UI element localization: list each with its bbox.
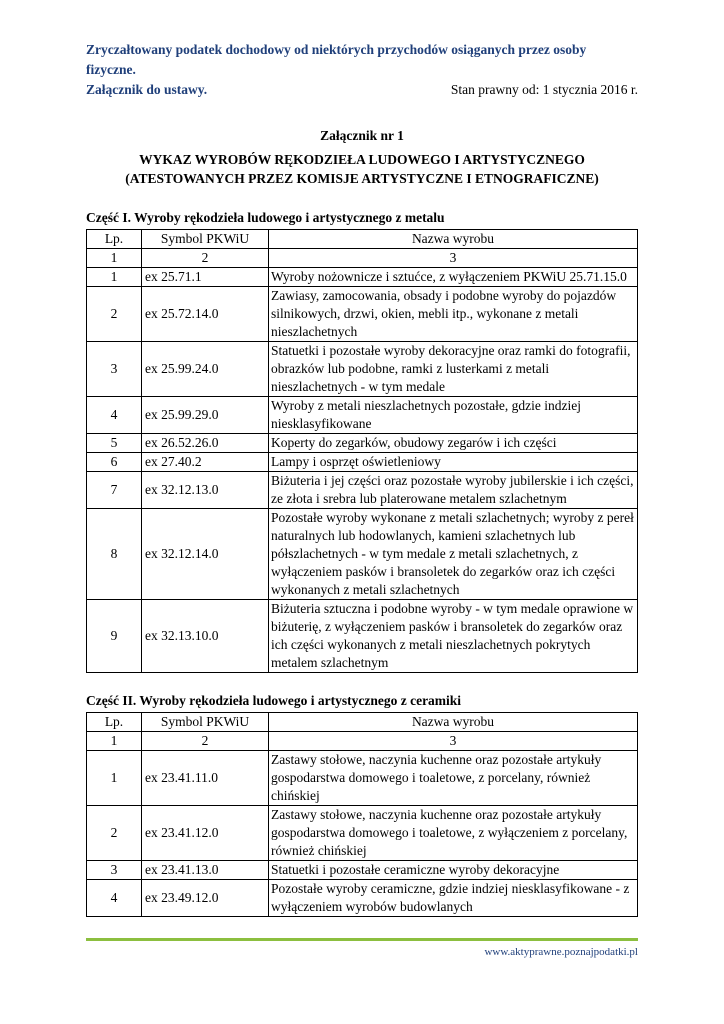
- table-row: [87, 600, 638, 673]
- row-symbol: ex 25.72.14.0: [142, 287, 269, 342]
- row-symbol: ex 27.40.2: [142, 453, 269, 472]
- table-row: [87, 434, 638, 453]
- row-lp: 1: [87, 751, 142, 806]
- table-row: [87, 287, 638, 342]
- part2-table: [86, 712, 638, 917]
- row-symbol: ex 23.49.12.0: [142, 880, 269, 917]
- row-lp: 4: [87, 880, 142, 917]
- row-name: Pozostałe wyroby ceramiczne, gdzie indziej niesklasyfikowane - z wyłączeniem wyrobów budowlanych: [269, 880, 638, 917]
- table-row: [87, 861, 638, 880]
- list-subtitle: (ATESTOWANYCH PRZEZ KOMISJE ARTYSTYCZNE I ETNOGRAFICZNE): [125, 171, 599, 186]
- table-row: [87, 397, 638, 434]
- row-lp: 1: [87, 268, 142, 287]
- row-symbol: ex 23.41.13.0: [142, 861, 269, 880]
- header-symbol: Symbol PKWiU: [142, 230, 269, 249]
- row-symbol: ex 25.71.1: [142, 268, 269, 287]
- header-title: Zryczałtowany podatek dochodowy od niektórych przychodów osiąganych przez osoby fizyczne.: [86, 42, 587, 77]
- table-row: [87, 509, 638, 600]
- table-row: [87, 880, 638, 917]
- table-row: [87, 751, 638, 806]
- row-lp: 9: [87, 600, 142, 673]
- annex-titles: [86, 126, 638, 188]
- row-lp: 3: [87, 342, 142, 397]
- row-symbol: ex 32.12.13.0: [142, 472, 269, 509]
- row-lp: 2: [87, 287, 142, 342]
- row-name: Zastawy stołowe, naczynia kuchenne oraz pozostałe artykuły gospodarstwa domowego i toaletowe, z porcelany, również chińskiej: [269, 751, 638, 806]
- row-name: Wyroby z metali nieszlachetnych pozostałe, gdzie indziej niesklasyfikowane: [269, 397, 638, 434]
- row-name: Biżuteria i jej części oraz pozostałe wyroby jubilerskie i ich części, ze złota i srebra lub platerowane metalem szlachetnym: [269, 472, 638, 509]
- header-symbol: Symbol PKWiU: [142, 713, 269, 732]
- row-name: Biżuteria sztuczna i podobne wyroby - w tym medale oprawione w biżuterię, z wyłączeniem pasków i bransoletek do zegarków oraz ich części wykonanych z metali nieszlachetnych pokrytych metalem szlachetnym: [269, 600, 638, 673]
- footer-divider: [86, 938, 638, 941]
- row-lp: 2: [87, 806, 142, 861]
- row-name: Statuetki i pozostałe wyroby dekoracyjne oraz ramki do fotografii, obrazków lub podobne, ramki z lusterkami z metali nieszlachetnych - w tym medale: [269, 342, 638, 397]
- row-symbol: ex 32.13.10.0: [142, 600, 269, 673]
- row-lp: 8: [87, 509, 142, 600]
- column-number-3: 3: [269, 732, 638, 751]
- header-name: Nazwa wyrobu: [269, 713, 638, 732]
- column-number-3: 3: [269, 249, 638, 268]
- table-header-row: [87, 713, 638, 732]
- row-symbol: ex 25.99.24.0: [142, 342, 269, 397]
- row-symbol: ex 26.52.26.0: [142, 434, 269, 453]
- row-lp: 7: [87, 472, 142, 509]
- part2-title: Część II. Wyroby rękodzieła ludowego i artystycznego z ceramiki: [86, 693, 462, 708]
- table-row: [87, 342, 638, 397]
- document-header: [86, 40, 638, 100]
- header-name: Nazwa wyrobu: [269, 230, 638, 249]
- table-row: [87, 806, 638, 861]
- row-name: Pozostałe wyroby wykonane z metali szlachetnych; wyroby z pereł naturalnych lub hodowlanych, kamieni szlachetnych lub półszlachetnych - w tym medale z metali szlachetnych, z wyłączeniem pasków i bransoletek do zegarków oraz ich części wykonanych z metali szlachetnych: [269, 509, 638, 600]
- part1-table: [86, 229, 638, 673]
- row-name: Statuetki i pozostałe ceramiczne wyroby dekoracyjne: [269, 861, 638, 880]
- column-number-2: 2: [142, 732, 269, 751]
- list-title: WYKAZ WYROBÓW RĘKODZIEŁA LUDOWEGO I ARTYSTYCZNEGO: [139, 152, 585, 167]
- row-name: Zawiasy, zamocowania, obsady i podobne wyroby do pojazdów silnikowych, drzwi, okien, mebli itp., wykonane z metali nieszlachetnych: [269, 287, 638, 342]
- row-name: Wyroby nożownicze i sztućce, z wyłączeniem PKWiU 25.71.15.0: [269, 268, 638, 287]
- row-symbol: ex 32.12.14.0: [142, 509, 269, 600]
- header-lp: Lp.: [87, 713, 142, 732]
- row-symbol: ex 25.99.29.0: [142, 397, 269, 434]
- footer-url: www.aktyprawne.poznajpodatki.pl: [484, 946, 638, 958]
- row-lp: 5: [87, 434, 142, 453]
- column-number-1: 1: [87, 732, 142, 751]
- row-name: Koperty do zegarków, obudowy zegarów i ich części: [269, 434, 638, 453]
- row-name: Lampy i osprzęt oświetleniowy: [269, 453, 638, 472]
- column-number-2: 2: [142, 249, 269, 268]
- row-name: Zastawy stołowe, naczynia kuchenne oraz pozostałe artykuły gospodarstwa domowego i toaletowe, z wyłączeniem z porcelany, również chińskiej: [269, 806, 638, 861]
- column-number-row: [87, 732, 638, 751]
- header-subtitle: Załącznik do ustawy.: [86, 82, 208, 97]
- header-lp: Lp.: [87, 230, 142, 249]
- table-header-row: [87, 230, 638, 249]
- legal-status-date: Stan prawny od: 1 stycznia 2016 r.: [450, 82, 638, 97]
- row-lp: 4: [87, 397, 142, 434]
- table-row: [87, 268, 638, 287]
- row-symbol: ex 23.41.11.0: [142, 751, 269, 806]
- column-number-1: 1: [87, 249, 142, 268]
- table-row: [87, 472, 638, 509]
- row-lp: 6: [87, 453, 142, 472]
- row-lp: 3: [87, 861, 142, 880]
- row-symbol: ex 23.41.12.0: [142, 806, 269, 861]
- table-row: [87, 453, 638, 472]
- part1-title: Część I. Wyroby rękodzieła ludowego i artystycznego z metalu: [86, 210, 445, 225]
- annex-number: Załącznik nr 1: [320, 128, 404, 143]
- column-number-row: [87, 249, 638, 268]
